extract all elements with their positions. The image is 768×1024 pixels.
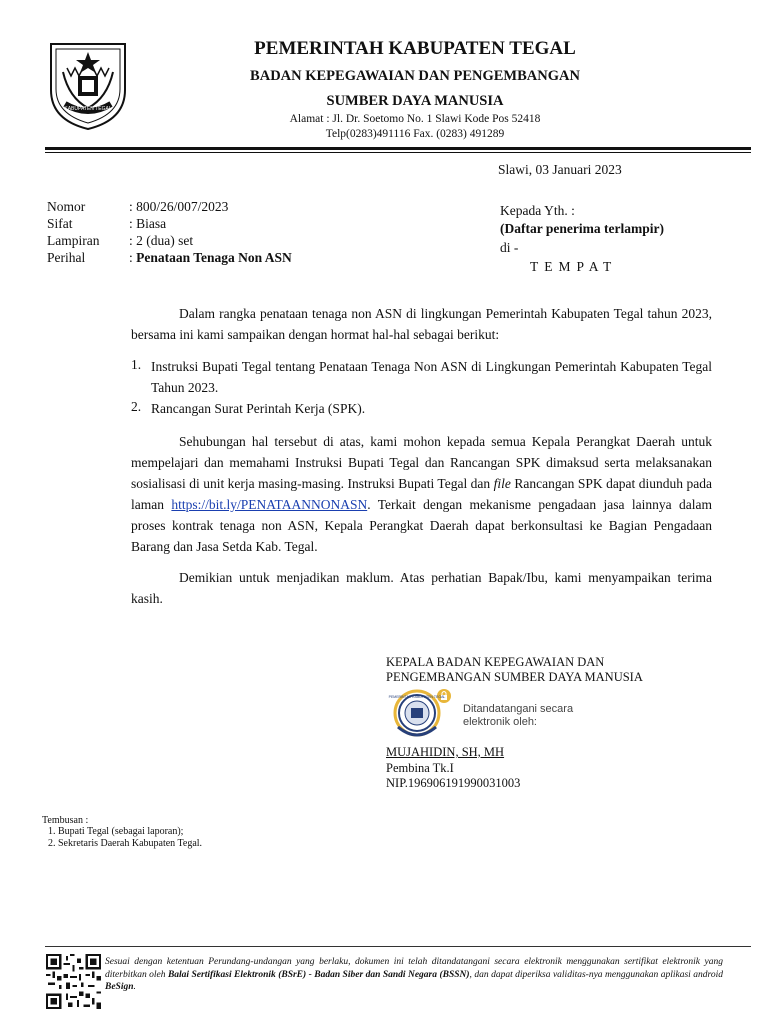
place-date: Slawi, 03 Januari 2023 (498, 162, 622, 177)
esign-caption-2: elektronik oleh: (463, 716, 537, 728)
signatory-title-2: PENGEMBANGAN SUMBER DAYA MANUSIA (386, 670, 643, 684)
letterhead-address: Alamat : Jl. Dr. Soetomo No. 1 Slawi Kode Pos 52418 (289, 113, 541, 125)
para2-text-b: Rancangan SPK dapat diunduh pada laman (131, 476, 712, 512)
para2-text-c: . Terkait dengan mekanisme pengadaan jasa lainnya dalam proses kontrak tenaga non ASN, Kepala Perangkat Daerah dapat berkonsultasi ke Bagian Pengadaan Barang dan Jasa Setda Kab. Tegal. (131, 497, 712, 554)
tembusan-item: 1. Bupati Tegal (sebagai laporan); (48, 826, 184, 837)
recipient-name: (Daftar penerima terlampir) (500, 221, 664, 236)
footer-rule (45, 946, 751, 947)
nomor-value: : 800/26/007/2023 (129, 199, 229, 214)
bsre-seal-icon (384, 687, 456, 737)
letterhead-government: PEMERINTAH KABUPATEN TEGAL (254, 38, 576, 59)
body-paragraph-1: Dalam rangka penataan tenaga non ASN di lingkungan Pemerintah Kabupaten Tegal tahun 2023, bersama ini kami sampaikan dengan hormat hal-hal sebagai berikut: (131, 306, 712, 342)
esign-disclaimer (105, 956, 723, 994)
esign-caption-1: Ditandatangani secara (463, 703, 574, 715)
signatory-title-1: KEPALA BADAN KEPEGAWAIAN DAN (386, 655, 605, 669)
recipient-place: TEMPAT (530, 259, 618, 274)
recipient-di: di - (500, 240, 519, 255)
signatory-rank: Pembina Tk.I (386, 761, 454, 775)
body-paragraph-2 (131, 431, 712, 557)
list-item-number: 2. (131, 399, 142, 414)
letterhead-agency-line2: SUMBER DAYA MANUSIA (326, 93, 504, 109)
download-link[interactable]: https://bit.ly/PENATAANNONASN (171, 497, 368, 512)
signatory-nip: NIP.196906191990031003 (386, 776, 521, 790)
tembusan-item: 2. Sekretaris Daerah Kabupaten Tegal. (48, 838, 203, 849)
list-item-text: Instruksi Bupati Tegal tentang Penataan Tenaga Non ASN di Lingkungan Pemerintah Kabupaten Tegal Tahun 2023. (151, 359, 712, 395)
nomor-label: Nomor (47, 199, 86, 214)
footer-text-e: . (133, 982, 136, 992)
kabupaten-tegal-logo (45, 38, 131, 132)
tembusan-title: Tembusan : (42, 815, 89, 826)
para2-file-word: file (493, 476, 511, 491)
list-item-number: 1. (131, 357, 142, 372)
body-paragraph-3: Demikian untuk menjadikan maklum. Atas perhatian Bapak/Ibu, kami menyampaikan terima kasih. (131, 570, 712, 606)
recipient-salutation: Kepada Yth. : (500, 203, 575, 218)
letterhead-contact: Telp(0283)491116 Fax. (0283) 491289 (325, 128, 505, 140)
lampiran-value: : 2 (dua) set (129, 233, 194, 248)
seal-text: PEMERINTAH KABUPATEN TEGAL (388, 695, 446, 699)
letterhead-agency-line1: BADAN KEPEGAWAIAN DAN PENGEMBANGAN (250, 68, 580, 84)
letterhead-rule-thick (45, 147, 751, 150)
signatory-name: MUJAHIDIN, SH, MH (386, 745, 505, 759)
sifat-label: Sifat (47, 216, 73, 231)
qr-code-icon (46, 954, 101, 1009)
lampiran-label: Lampiran (47, 233, 100, 248)
footer-text-a: Sesuai dengan ketentuan Perundang-undangan yang berlaku, dokumen ini telah ditandatangani secara elektronik menggunakan sertifikat elektronik yang diterbitkan oleh (105, 957, 723, 980)
perihal-label: Perihal (47, 250, 86, 265)
logo-text: KABUPATEN TEGAL (64, 106, 112, 112)
footer-bsre: Balai Sertifikasi Elektronik (BSrE) - Badan Siber dan Sandi Negara (BSSN) (167, 969, 470, 980)
letterhead-rule-thin (45, 152, 751, 153)
perihal-value (129, 250, 292, 266)
list-item-text: Rancangan Surat Perintah Kerja (SPK). (151, 401, 366, 416)
perihal-text: Penataan Tenaga Non ASN (136, 250, 292, 265)
list-item (131, 356, 712, 398)
perihal-colon: : (129, 250, 137, 265)
attachment-list (131, 356, 712, 419)
footer-besign: BeSign (105, 982, 134, 992)
list-item (131, 398, 712, 419)
footer-text-c: , dan dapat diperiksa validitas-nya menggunakan aplikasi android (469, 969, 723, 980)
sifat-value: : Biasa (129, 216, 167, 231)
para2-text-a: Sehubungan hal tersebut di atas, kami mohon kepada semua Kepala Perangkat Daerah untuk mempelajari dan memahami Instruksi Bupati Tegal dan Rancangan SPK dimaksud serta melaksanakan sosialisasi di unit kerja masing-masing. Instruksi Bupati Tegal dan (131, 434, 712, 491)
